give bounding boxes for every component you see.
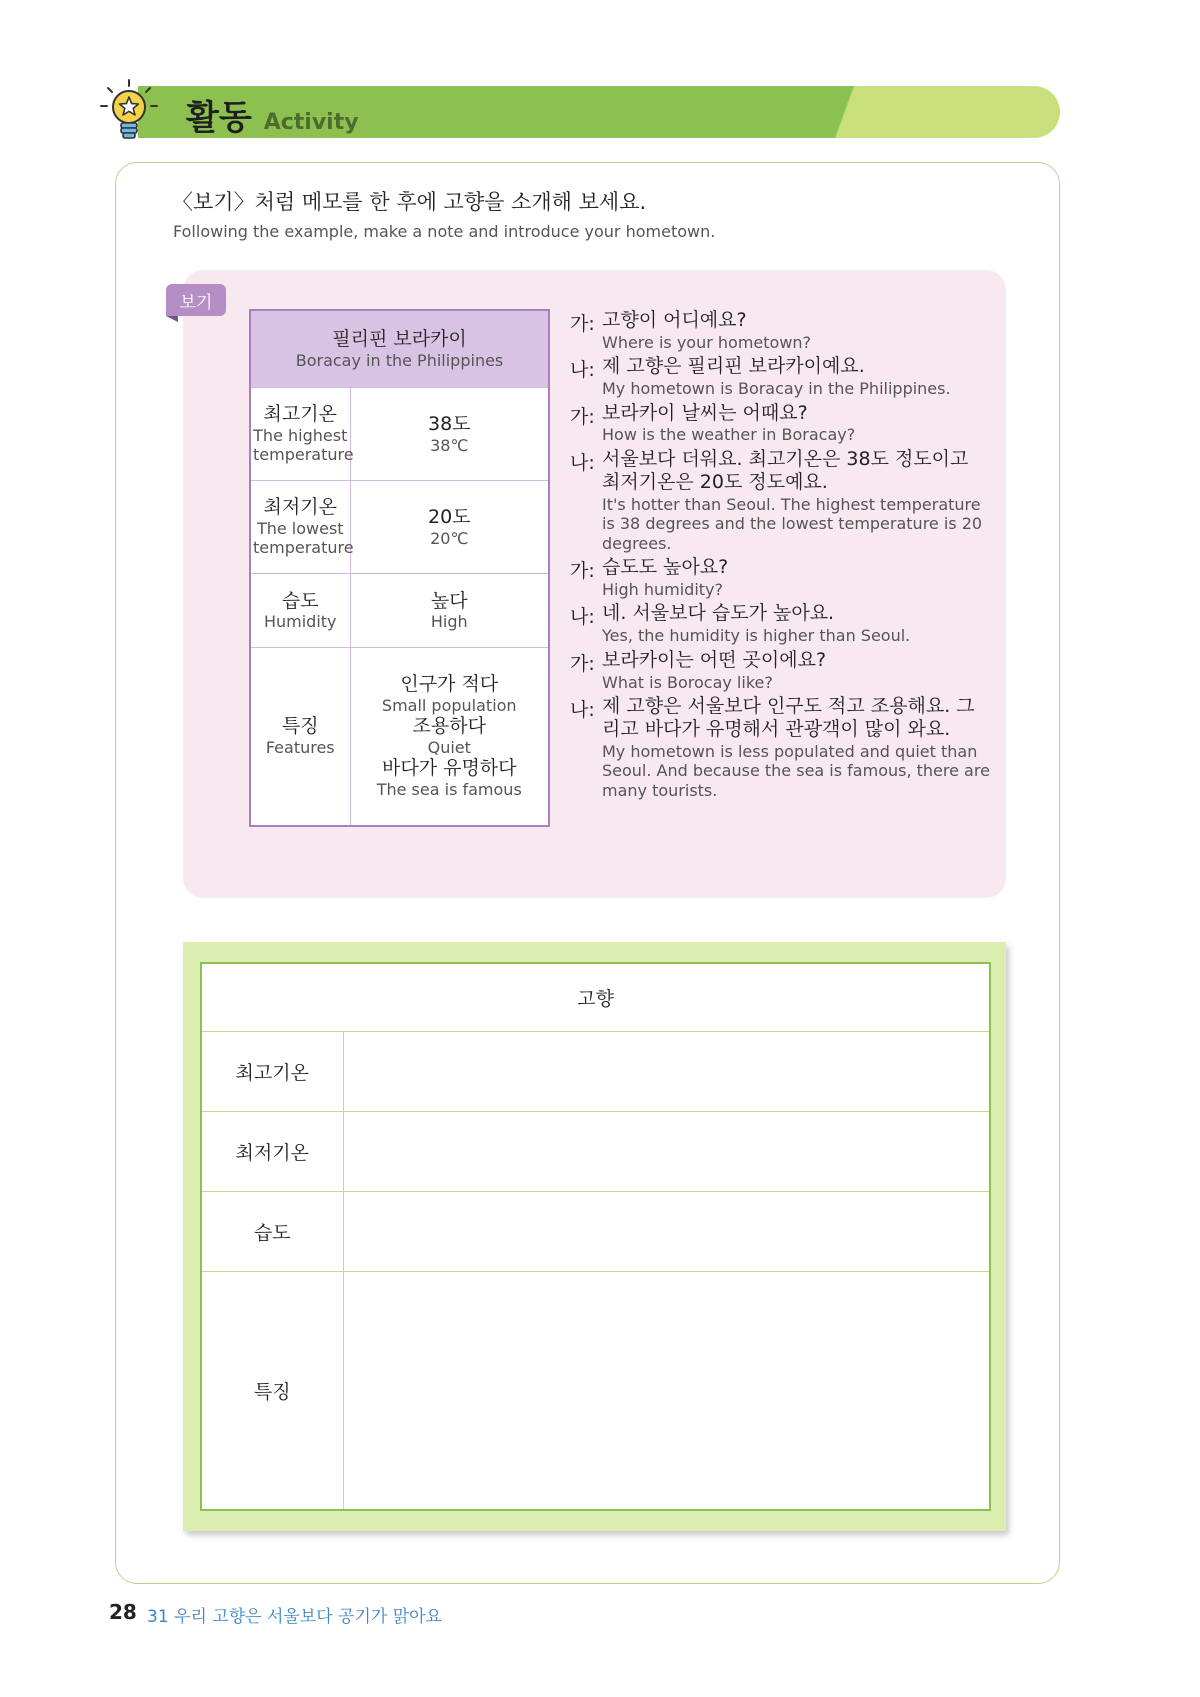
feature-ko: 바다가 유명하다: [381, 757, 517, 780]
note-label-en: Humidity: [263, 612, 337, 632]
speaker-label: 가:: [570, 560, 595, 583]
dialogue-line: [570, 355, 990, 398]
dialogue-en: Yes, the humidity is higher than Seoul.: [602, 626, 911, 646]
dialogue-en: How is the weather in Boracay?: [602, 425, 856, 445]
note-title-ko: 필리핀 보라카이: [332, 328, 467, 350]
dialogue-en: My hometown is less populated and quiet than Seoul. And because the sea is famous, there are many tourists.: [602, 741, 990, 800]
speaker-label: 나:: [570, 699, 595, 722]
note-value-ko: 38도: [427, 413, 471, 435]
dialogue-line: [570, 649, 990, 692]
note-label-en: The highest temperature: [253, 426, 354, 465]
worksheet-answer-cell[interactable]: [343, 1111, 990, 1191]
dialogue-line: [570, 402, 990, 445]
worksheet-row-label: 습도: [201, 1191, 343, 1271]
worksheet-table: [200, 962, 991, 1511]
speaker-label: 나:: [570, 606, 595, 629]
note-features-label-ko: 특징: [281, 715, 319, 738]
feature-ko: 조용하다: [412, 715, 486, 738]
dialogue-ko: 네. 서울보다 습도가 높아요.: [602, 602, 835, 625]
note-label-ko: 최고기온: [263, 403, 337, 426]
dialogue-en: High humidity?: [602, 579, 724, 599]
note-value-en: 38℃: [430, 435, 469, 455]
note-value-cell: [350, 388, 549, 481]
note-value-en: High: [430, 612, 468, 632]
worksheet-row-label: 특징: [201, 1272, 343, 1510]
header-title: [186, 90, 359, 138]
dialogue-ko: 서울보다 더워요. 최고기온은 38도 정도이고 최저기온은 20도 정도예요.: [602, 447, 969, 493]
speaker-label: 가:: [570, 313, 595, 335]
note-label-ko: 습도: [281, 589, 319, 612]
note-features-label-en: Features: [265, 738, 335, 758]
worksheet-answer-cell[interactable]: [343, 1272, 990, 1510]
dialogue-line: [570, 602, 990, 645]
dialogue-ko: 보라카이 날씨는 어때요?: [602, 401, 808, 424]
page-number: 28: [109, 1600, 137, 1624]
note-features-label-cell: [250, 648, 350, 826]
dialogue-en: My hometown is Boracay in the Philippines.: [602, 379, 951, 399]
instruction-en: Following the example, make a note and introduce your hometown.: [173, 222, 716, 241]
note-features-cell: [350, 648, 549, 826]
worksheet-row-label: 최고기온: [201, 1031, 343, 1111]
lightbulb-star-icon: [98, 78, 160, 144]
dialogue-line: [570, 448, 990, 553]
note-value-cell: [350, 481, 549, 574]
dialogue-line: [570, 556, 990, 599]
example-dialogue: [570, 309, 990, 803]
note-label-cell: [250, 574, 350, 648]
note-label-cell: [250, 388, 354, 481]
note-value-en: 20℃: [430, 528, 469, 548]
speaker-label: 가:: [570, 652, 595, 675]
instruction-ko: 〈보기〉처럼 메모를 한 후에 고향을 소개해 보세요.: [172, 190, 647, 214]
note-title-cell: [250, 310, 549, 388]
note-value-ko: 20도: [427, 506, 471, 528]
worksheet-row-label: 최저기온: [201, 1111, 343, 1191]
dialogue-ko: 제 고향은 필리핀 보라카이예요.: [602, 355, 865, 378]
note-value-cell: [350, 574, 549, 648]
dialogue-ko: 고향이 어디예요?: [602, 309, 747, 331]
example-tag-fold: [166, 316, 178, 322]
speaker-label: 가:: [570, 405, 595, 428]
dialogue-line: [570, 695, 990, 800]
feature-en: Small population: [381, 696, 517, 716]
chapter-title: 31 우리 고향은 서울보다 공기가 맑아요: [147, 1607, 442, 1627]
header-title-en: Activity: [263, 110, 359, 135]
feature-ko: 인구가 적다: [400, 673, 499, 696]
dialogue-ko: 습도도 높아요?: [602, 556, 729, 579]
dialogue-en: What is Borocay like?: [602, 672, 773, 692]
note-label-en: The lowest temperature: [253, 519, 354, 558]
note-title-en: Boracay in the Philippines: [295, 350, 504, 370]
activity-header: [98, 78, 1060, 138]
speaker-label: 나:: [570, 359, 595, 382]
dialogue-en: Where is your hometown?: [602, 332, 812, 352]
worksheet-answer-cell[interactable]: [343, 1191, 990, 1271]
note-label-cell: [250, 481, 354, 574]
example-note-table: [249, 309, 550, 827]
dialogue-line: [570, 309, 990, 352]
note-value-ko: 높다: [430, 589, 468, 612]
feature-en: The sea is famous: [376, 780, 522, 800]
header-title-ko: 활동: [186, 98, 252, 138]
dialogue-en: It's hotter than Seoul. The highest temperature is 38 degrees and the lowest temperature is 20 degrees.: [602, 494, 983, 553]
dialogue-ko: 보라카이는 어떤 곳이에요?: [602, 648, 827, 671]
example-tag: 보기: [166, 284, 226, 316]
speaker-label: 나:: [570, 451, 595, 474]
dialogue-ko: 제 고향은 서울보다 인구도 적고 조용해요. 그리고 바다가 유명해서 관광객이 많이 와요.: [602, 695, 975, 740]
worksheet-title: 고향: [201, 963, 990, 1031]
worksheet-answer-cell[interactable]: [343, 1031, 990, 1111]
note-label-ko: 최저기온: [263, 496, 337, 519]
feature-en: Quiet: [427, 738, 471, 758]
